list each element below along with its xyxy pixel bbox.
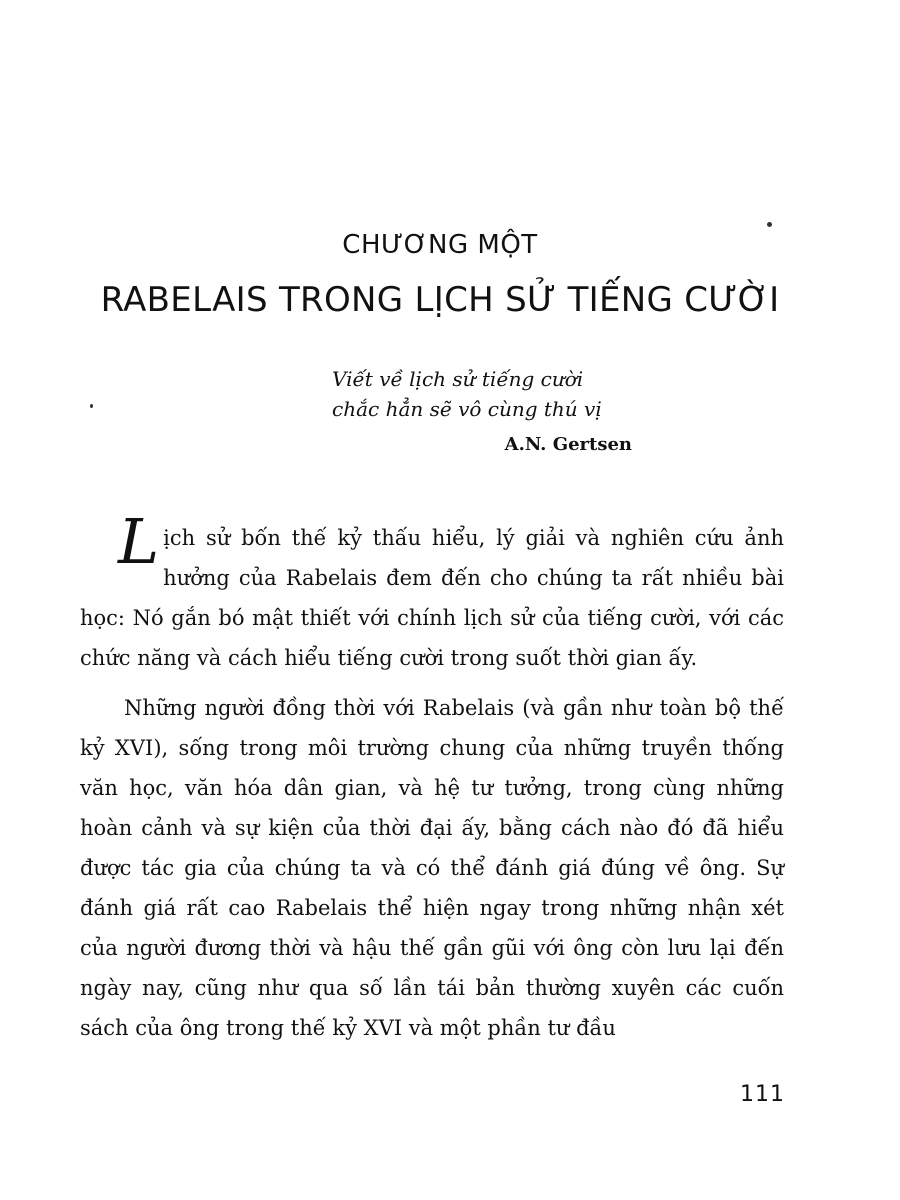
epigraph-line-2: chắc hẳn sẽ vô cùng thú vị [332, 397, 602, 421]
paragraph-1 [80, 505, 784, 678]
body-text [80, 505, 784, 1058]
epigraph-author: A.N. Gertsen [504, 434, 632, 455]
page-number: 111 [740, 1082, 785, 1107]
paragraph-2: Những người đồng thời với Rabelais (và gần như toàn bộ thế kỷ XVI), sống trong môi trường chung của những truyền thống văn học, văn hóa dân gian, và hệ tư tưởng, trong cùng những hoàn cảnh và sự kiện của thời đại ấy, bằng cách nào đó đã hiểu được tác gia của chúng ta và có thể đánh giá đúng về ông. Sự đánh giá rất cao Rabelais thể hiện ngay trong những nhận xét của người đương thời và hậu thế gần gũi với ông còn lưu lại đến ngày nay, cũng như qua số lần tái bản thường xuyên các cuốn sách của ông trong thế kỷ XVI và một phần tư đầu [80, 696, 784, 1040]
scan-speck [767, 222, 772, 227]
drop-cap: L [118, 505, 160, 578]
epigraph [332, 364, 652, 460]
chapter-title: RABELAIS TRONG LỊCH SỬ TIẾNG CƯỜI [100, 280, 780, 320]
paragraph-1-text: ịch sử bốn thế kỷ thấu hiểu, lý giải và nghiên cứu ảnh hưởng của Rabelais đem đến cho chúng ta rất nhiều bài học: Nó gắn bó mật thiết với chính lịch sử của tiếng cười, với các chức năng và cách hiểu tiếng cười trong suốt thời gian ấy. [80, 526, 784, 670]
chapter-label: CHƯƠNG MỘT [342, 230, 538, 260]
scan-speck [90, 404, 93, 408]
epigraph-line-1: Viết về lịch sử tiếng cười [332, 367, 584, 391]
